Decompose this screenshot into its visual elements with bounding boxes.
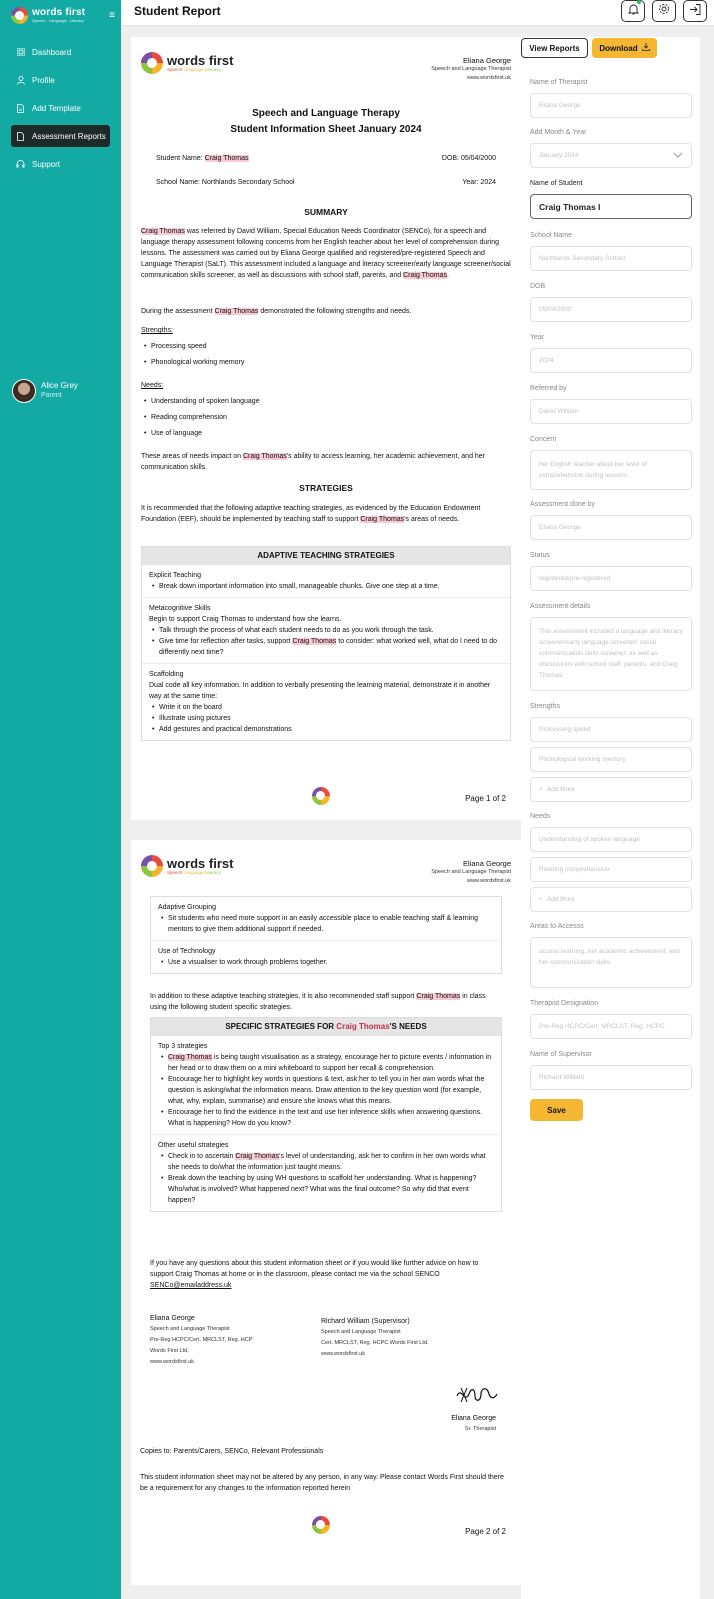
student-input[interactable]: Craig Thomas I	[530, 194, 692, 219]
settings-button[interactable]	[652, 0, 676, 22]
save-button[interactable]: Save	[530, 1099, 583, 1121]
dob-label: DOB	[530, 283, 546, 290]
gear-icon	[658, 2, 670, 20]
grid-icon	[16, 48, 25, 57]
strength-input-1[interactable]: Processing speed	[530, 717, 692, 742]
status-input[interactable]: registered/pre-registered	[530, 566, 692, 591]
table-cell-explicit: Explicit Teaching • Break down important information into small, manageable chunks. Give one step at a time.	[142, 565, 510, 598]
footer-logo-icon	[312, 1516, 330, 1534]
referred-label: Referred by	[530, 385, 567, 392]
view-reports-button[interactable]: View Reports	[521, 38, 588, 58]
notification-button[interactable]	[621, 0, 645, 22]
user-role: Parent	[41, 392, 62, 399]
copies-text: Copies to: Parents/Carers, SENCo, Relevant Professionals	[140, 1448, 324, 1455]
report-heading: Speech and Language Therapy Student Information Sheet January 2024	[230, 108, 422, 135]
disclaimer-text: This student information sheet may not be altered by any person, in any way. Please contact Words First should there be a requirement for any changes to the information reported herein	[140, 1474, 504, 1492]
handwritten-signature	[455, 1382, 499, 1408]
needs-label: Needs	[530, 813, 551, 820]
sidebar-logo[interactable]	[0, 0, 121, 24]
download-button[interactable]: Download	[592, 38, 657, 58]
notification-dot	[637, 0, 641, 4]
sidebar-item-label: Support	[32, 159, 61, 169]
table-cell-scaffolding: Scaffolding Dual code all key information. In addition to verbally presenting the learning material, demonstrate it in another way at the same time: • Write it on the board • Illustrate using pictures • Add gestures and practical demonstrations	[142, 664, 510, 740]
school-info-row: School Name: Northlands Secondary School Year: 2024	[156, 179, 496, 186]
signature-supervisor: Richard William (Supervisor) Speech and Language Therapist Cert. MRCLST, Reg. HCPC Words First Ltd. www.wordsfirst.uk	[321, 1318, 429, 1357]
strategies-title: STRATEGIES	[299, 483, 353, 493]
sidebar-item-dashboard[interactable]	[11, 41, 110, 63]
table-header: SPECIFIC STRATEGIES FOR Craig Thomas'S NEEDS	[151, 1018, 501, 1036]
signoff: Eliana George Sr. Therapist	[451, 1415, 496, 1432]
logo-icon	[11, 7, 28, 24]
need-input-1[interactable]: Understanding of spoken language	[530, 827, 692, 852]
table-cell-grouping: Adaptive Grouping • Sit students who need more support in an easily accessible place to enable teaching staff & learning mentors to give them additional support if needed.	[151, 897, 501, 941]
chevron-down-icon	[673, 152, 683, 160]
user-profile[interactable]	[12, 379, 78, 403]
needs-section: Needs: • Understanding of spoken language • Reading comprehension • Use of language	[141, 380, 511, 442]
summary-title: SUMMARY	[304, 207, 348, 217]
referred-input[interactable]: David William	[530, 399, 692, 424]
assessment-done-input[interactable]: Eliana George	[530, 515, 692, 540]
logout-icon	[689, 2, 701, 20]
strengths-label: Strengths	[530, 703, 560, 710]
done-label: Assessment done by	[530, 501, 595, 508]
download-icon	[642, 43, 650, 53]
strengths-section: Strengths: • Processing speed • Phonological working memory	[141, 325, 511, 371]
user-icon	[16, 76, 25, 85]
designation-input[interactable]: Pre-Reg HCPC/Cert. MRCLST, Reg. HCPC	[530, 1014, 692, 1039]
adaptive-strategies-continued	[150, 896, 502, 974]
topbar	[121, 0, 714, 26]
user-name: Alice Grey	[41, 381, 78, 390]
need-input-2[interactable]: Reading comprehension	[530, 857, 692, 882]
file-icon	[16, 132, 25, 141]
menu-toggle-icon[interactable]: ≡	[109, 9, 115, 21]
footer-logo-icon	[312, 787, 330, 805]
table-cell-top3: Top 3 strategies • Craig Thomas is being taught visualisation as a strategy, encourage her to picture events / information in her head or to draw them on a mini whiteboard to support her recall & comprehension. • Encourage her to highlight key words in questions & text, ask her to tell you in her own words what the question is asking/what the information means. Draw attention to the key question word (for example, what, why, explain, summarise) and ensure she knows what this means. • Encourage her to find the evidence in the text and use her inference skills when answering questions. What is happening? How do you know?	[151, 1036, 501, 1135]
status-label: Status	[530, 552, 550, 559]
dob-input[interactable]: 05/04/2000	[530, 297, 692, 322]
bell-icon	[628, 2, 639, 20]
student-info-row: Student Name: Craig Thomas DOB: 05/04/2000	[156, 155, 496, 162]
report-page-2	[131, 840, 521, 1585]
specific-strategies-table	[150, 1017, 502, 1212]
add-strength-button[interactable]: + Add More	[530, 777, 692, 802]
designation-label: Therapist Designation	[530, 1000, 599, 1007]
month-select[interactable]: January 2024	[530, 143, 692, 168]
add-need-button[interactable]: + Add More	[530, 887, 692, 912]
plus-icon: +	[539, 786, 543, 793]
supervisor-input[interactable]: Richard William	[530, 1065, 692, 1090]
headset-icon	[16, 160, 25, 169]
concern-label: Concern	[530, 436, 557, 443]
areas-textarea[interactable]: access learning, her academic achievement, and her communication skills.	[530, 937, 692, 988]
supervisor-label: Name of Supervisor	[530, 1051, 592, 1058]
month-label: Add Month & Year	[530, 129, 587, 136]
report-page-1	[131, 37, 521, 820]
plus-icon: +	[539, 896, 543, 903]
school-input[interactable]: Northlands Secondary School	[530, 246, 692, 271]
student-label: Name of Student	[530, 180, 583, 187]
sidebar	[0, 0, 121, 1599]
logout-button[interactable]	[683, 0, 707, 22]
table-cell-metacognitive: Metacognitive Skills Begin to support Craig Thomas to understand how she learns. • Talk through the process of what each student needs to do as you work through the task. • Give time for reflection after tasks, support Craig Thomas to consider: what worked well, what do I need to do differently next time?	[142, 598, 510, 664]
sidebar-item-profile[interactable]	[11, 69, 110, 91]
contact-email-link[interactable]: SENCo@emailaddress.uk	[150, 1282, 232, 1289]
sidebar-item-label: Profile	[32, 75, 55, 85]
adaptive-strategies-table	[141, 546, 511, 741]
page-title: Student Report	[134, 4, 221, 18]
therapist-label: Name of Therapist	[530, 79, 588, 86]
contact-paragraph: If you have any questions about this student information sheet or if you would like further advice on how to support Craig Thomas at home or in the classroom, please contact me via the school SENCO SENCo@emailaddress.uk	[150, 1258, 502, 1291]
brand-name: words first	[167, 52, 234, 68]
strategies-paragraph: It is recommended that the following adaptive teaching strategies, as evidenced by the Education Endowment Foundation (EEF), should be implemented by teaching staff to support Craig Thomas's areas of needs.	[141, 505, 481, 523]
therapist-input[interactable]: Eliana George	[530, 93, 692, 118]
during-assessment-text: During the assessment Craig Thomas demonstrated the following strengths and needs.	[141, 308, 412, 315]
brand-tagline: Speech Language Literacy	[167, 869, 221, 875]
therapist-header: Eliana George Speech and Language Therapist www.wordsfirst.uk	[431, 859, 511, 884]
areas-label: Areas to Accesss	[530, 923, 584, 930]
logo-icon	[141, 52, 163, 74]
impact-paragraph: These areas of needs impact on Craig Thomas's ability to access learning, her academic achievement, and her communication skills.	[141, 453, 486, 471]
report-form-panel	[521, 37, 700, 1599]
table-cell-technology: Use of Technology • Use a visualiser to work through problems together.	[151, 941, 501, 973]
signature-therapist: Eliana George Speech and Language Therapist Pre-Reg HCPC/Cert. MRCLST, Reg. HCP Words First Ltd. www.wordsfirst.uk	[150, 1315, 253, 1365]
page-number: Page 2 of 2	[465, 1527, 506, 1536]
summary-paragraph: Craig Thomas was referred by David William, Special Education Needs Coordinator (SENCo), for a speech and language therapy assessment following concerns from her English teacher about her level of comprehension during lessons. The assessment was carried out by Eliana George qualified and registered/pre-registered Speech and Language Therapist (SaLT). This assessment included a language and literacy screener/early language screener/social communication skills screener, as well as discussions with school staff, parents, and Craig Thomas.	[141, 228, 511, 279]
concern-textarea[interactable]: her English teacher about her level of comprehension during lessons.	[530, 450, 692, 490]
sidebar-item-support[interactable]	[11, 153, 110, 175]
year-input[interactable]: 2024	[530, 348, 692, 373]
brand-name: words first	[167, 855, 234, 871]
sidebar-item-add-template[interactable]	[11, 97, 110, 119]
details-label: Assessment details	[530, 603, 591, 610]
page-number: Page 1 of 2	[465, 794, 506, 803]
year-label: Year	[530, 334, 545, 341]
brand-name: words first	[32, 6, 86, 18]
therapist-header: Eliana George Speech and Language Therapist www.wordsfirst.uk	[431, 56, 511, 81]
additional-strategies-text: In addition to these adaptive teaching strategies, it is also recommended staff support Craig Thomas in class using the following student specific strategies.	[150, 993, 486, 1011]
brand-tagline: Speech . Language . Literacy	[32, 17, 85, 23]
report-logo	[141, 52, 233, 74]
document-icon	[16, 104, 25, 113]
logo-icon	[141, 855, 163, 877]
details-textarea[interactable]: This assessment included a language and literacy screener/early language screener/ social communication skills screener, as well as discussions with school staff, parents, and Craig Thomas.	[530, 617, 692, 691]
school-label: School Name	[530, 232, 573, 239]
sidebar-item-label: Dashboard	[32, 47, 72, 57]
sidebar-item-label: Assessment Reports	[32, 131, 106, 141]
table-header: ADAPTIVE TEACHING STRATEGIES	[142, 547, 510, 565]
strength-input-2[interactable]: Phonological working memory	[530, 747, 692, 772]
avatar	[12, 379, 36, 403]
report-logo	[141, 855, 233, 877]
sidebar-item-label: Add Template	[32, 103, 81, 113]
table-cell-other: Other useful strategies • Check in to ascertain Craig Thomas's level of understanding, ask her to confirm in her own words what she needs to do/what the information just taught means. • Break down the teaching by using WH questions to scaffold her understanding. What is happening? Who/what is involved? What happened next? What was the final outcome? So why did that event happen?	[151, 1135, 501, 1211]
brand-tagline: Speech Language Literacy	[167, 66, 221, 72]
sidebar-item-assessment-reports[interactable]	[11, 125, 110, 147]
